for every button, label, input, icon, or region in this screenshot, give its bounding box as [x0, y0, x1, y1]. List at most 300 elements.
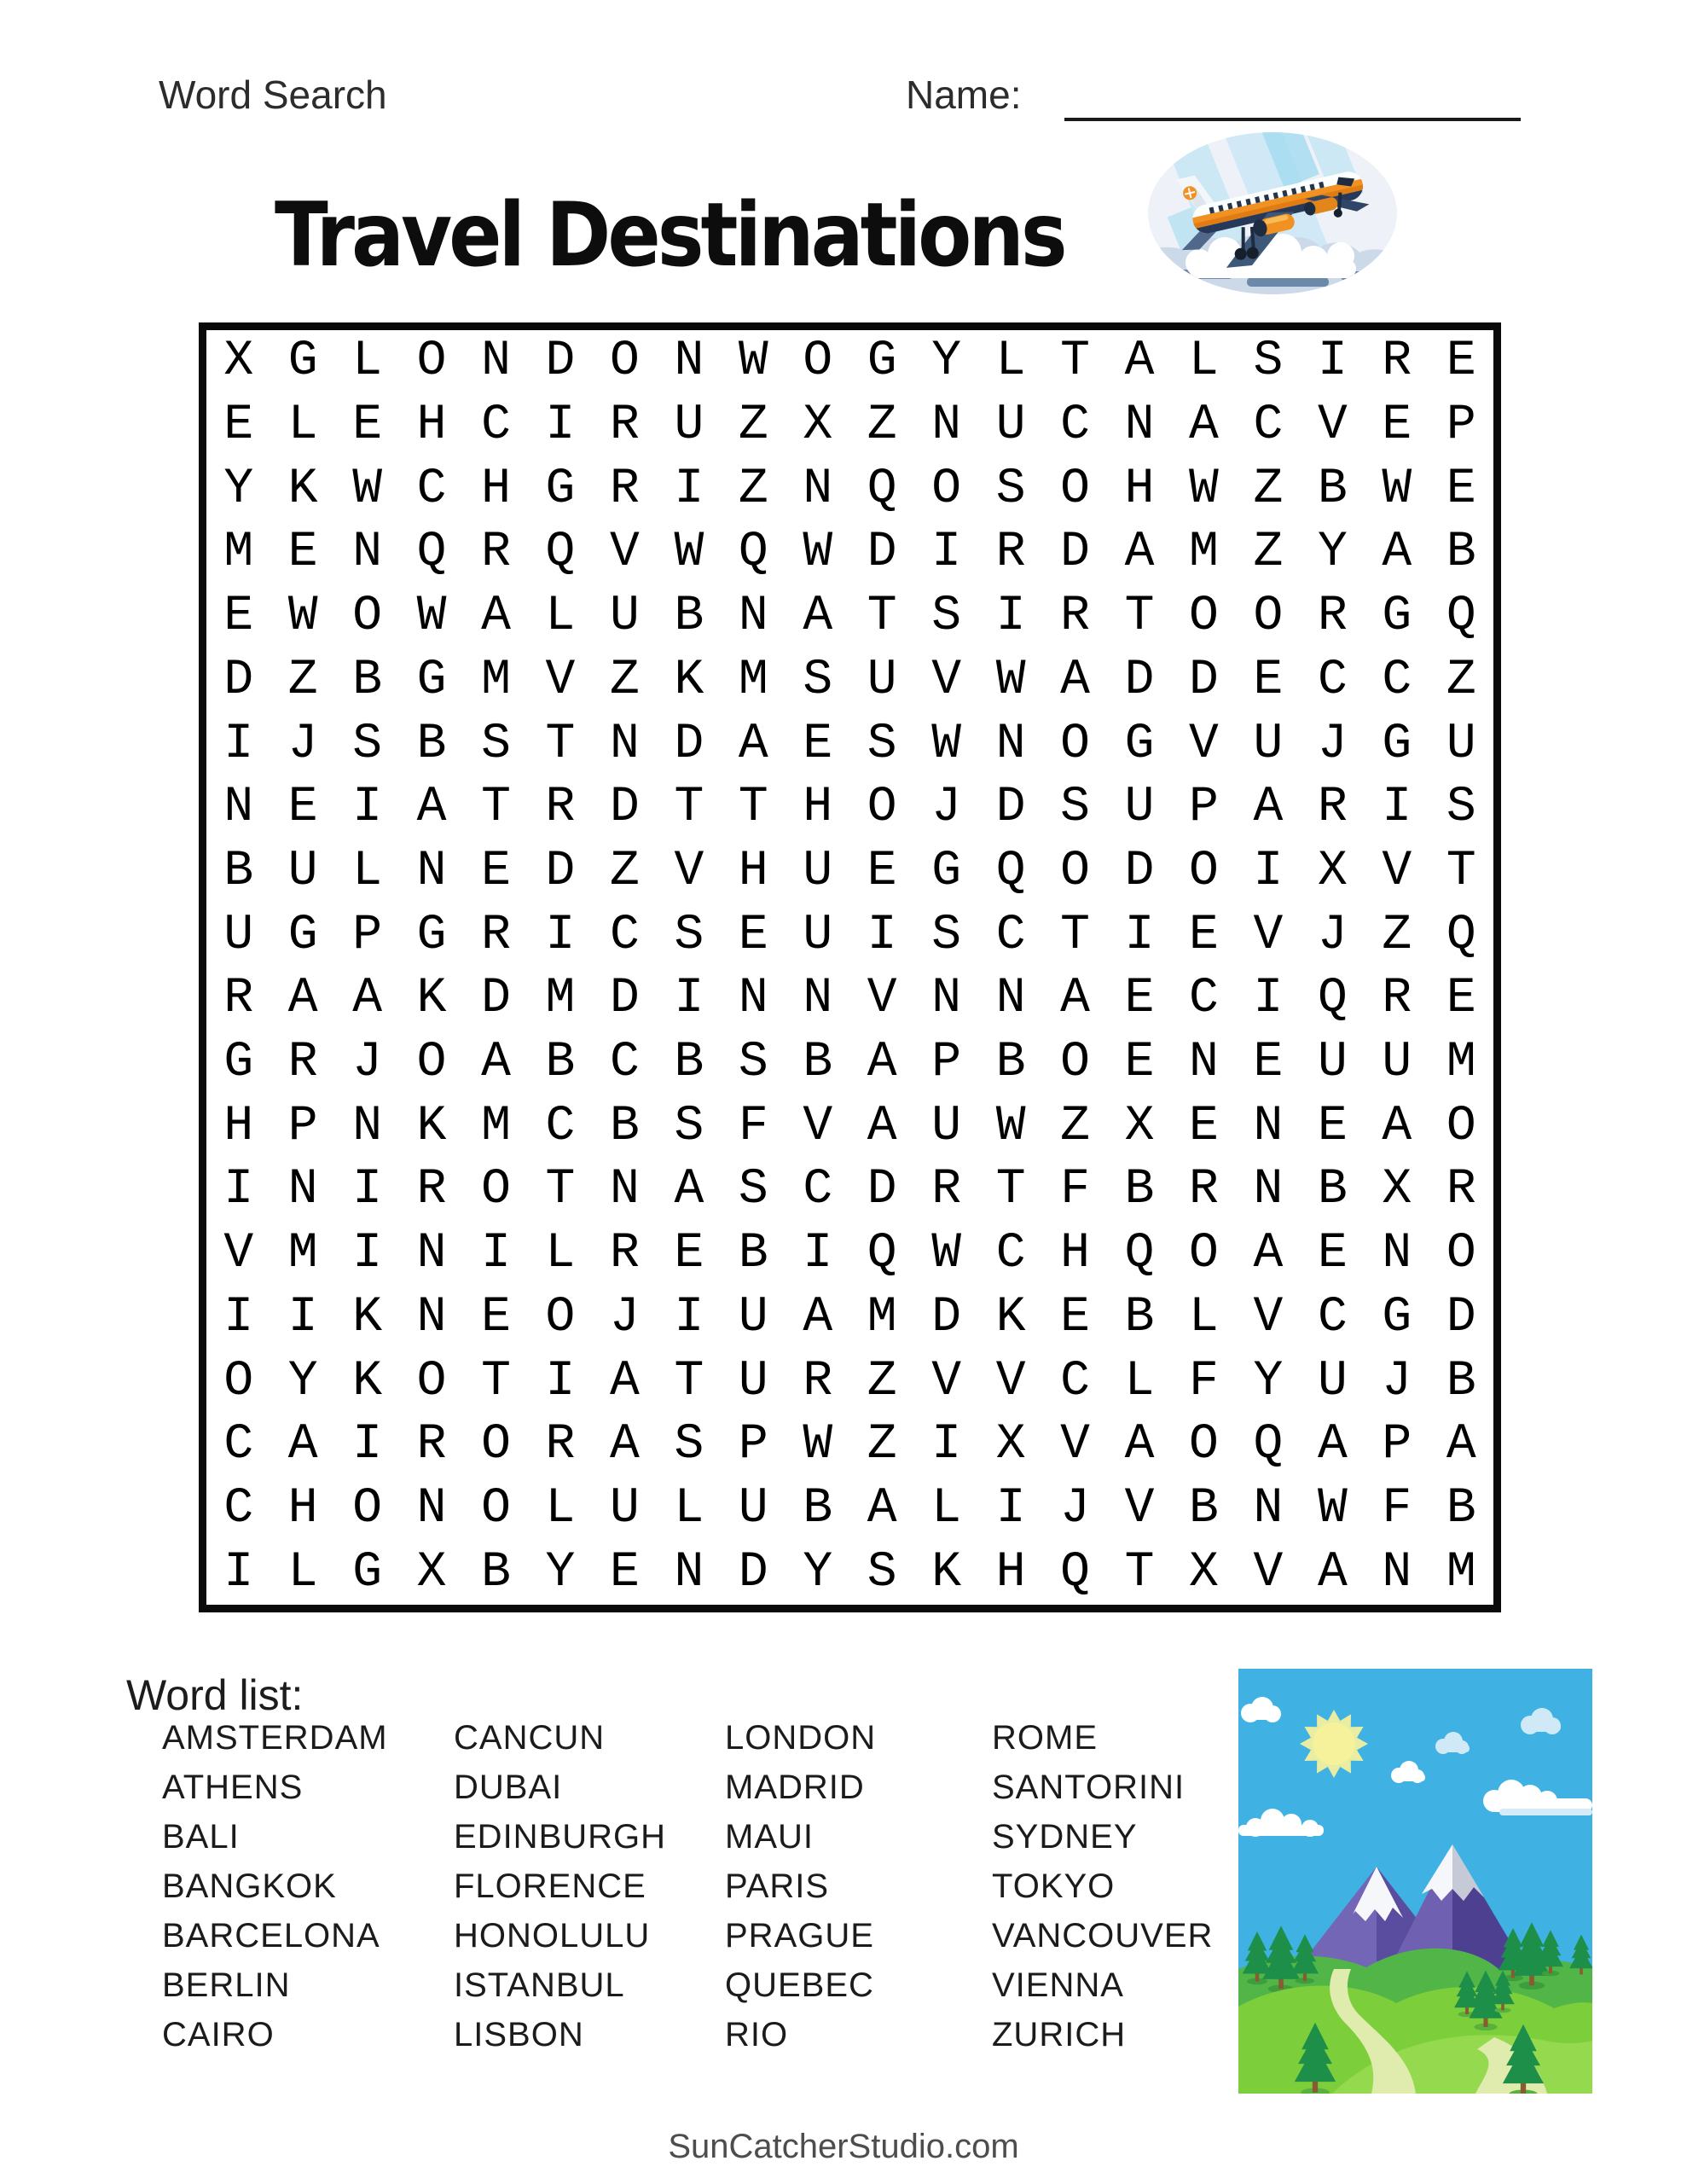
grid-cell: C [1253, 398, 1284, 454]
grid-cell: U [674, 398, 704, 454]
grid-cell: L [545, 589, 576, 645]
grid-cell: V [1253, 1544, 1284, 1600]
grid-cell: N [738, 589, 768, 645]
grid-cell: G [1382, 589, 1412, 645]
word-item: HONOLULU [454, 1917, 651, 1955]
grid-cell: R [223, 971, 254, 1027]
grid-cell: U [803, 843, 833, 899]
grid-cell: R [416, 1162, 447, 1218]
grid-cell: X [1382, 1162, 1412, 1218]
grid-cell: D [867, 525, 897, 581]
grid-cell: O [545, 1289, 576, 1345]
grid-cell: A [1253, 1226, 1284, 1282]
grid-cell: R [610, 1226, 640, 1282]
grid-cell: W [738, 334, 768, 390]
grid-cell: B [1446, 525, 1476, 581]
grid-cell: D [481, 971, 511, 1027]
word-item: EDINBURGH [454, 1818, 667, 1856]
grid-cell: V [867, 971, 897, 1027]
grid-cell: N [738, 971, 768, 1027]
grid-cell: A [1382, 525, 1412, 581]
grid-cell: W [352, 461, 383, 517]
grid-cell: A [610, 1417, 640, 1473]
grid-cell: R [1382, 334, 1412, 390]
grid-cell: O [481, 1417, 511, 1473]
grid-cell: S [738, 1035, 768, 1091]
word-item: SANTORINI [992, 1769, 1186, 1806]
grid-cell: A [287, 971, 318, 1027]
grid-cell: X [1317, 843, 1348, 899]
word-list-columns [162, 1713, 1213, 2059]
grid-cell: O [481, 1162, 511, 1218]
grid-cell: N [995, 716, 1026, 772]
grid-cell: N [352, 1098, 383, 1154]
grid-cell: O [416, 1035, 447, 1091]
grid-cell: Q [1253, 1417, 1284, 1473]
grid-cell: L [995, 334, 1026, 390]
grid-cell: H [481, 461, 511, 517]
grid-cell: E [674, 1226, 704, 1282]
grid-cell: V [1253, 907, 1284, 963]
grid-cell: O [1253, 589, 1284, 645]
grid-cell: O [1060, 843, 1090, 899]
grid-cell: L [287, 1544, 318, 1600]
grid-cell: O [1189, 1417, 1219, 1473]
grid-cell: B [352, 652, 383, 708]
grid-cell: C [1060, 1353, 1090, 1409]
grid-cell: C [481, 398, 511, 454]
grid-cell: U [287, 843, 318, 899]
grid-cell: I [223, 716, 254, 772]
grid-cell: B [1317, 1162, 1348, 1218]
grid-cell: L [1189, 1289, 1219, 1345]
grid-cell: J [287, 716, 318, 772]
name-label: Name: [906, 73, 1022, 117]
grid-cell: D [931, 1289, 962, 1345]
grid-cell: S [481, 716, 511, 772]
grid-cell: E [867, 843, 897, 899]
grid-cell: R [545, 1417, 576, 1473]
word-item: FLORENCE [454, 1867, 646, 1905]
grid-cell: W [1382, 461, 1412, 517]
grid-cell: S [352, 716, 383, 772]
grid-cell: D [867, 1162, 897, 1218]
word-item: ZURICH [992, 2016, 1127, 2053]
grid-cell: U [738, 1289, 768, 1345]
grid-cell: I [352, 1226, 383, 1282]
airplane-icon [1139, 126, 1406, 304]
grid-cell: X [995, 1417, 1026, 1473]
grid-cell: U [1253, 716, 1284, 772]
grid-cell: C [1060, 398, 1090, 454]
grid-cell: L [352, 334, 383, 390]
airplane-illustration [1139, 126, 1406, 304]
grid-cell: N [610, 716, 640, 772]
grid-cell: D [1124, 843, 1155, 899]
grid-cell: I [223, 1289, 254, 1345]
grid-cell: I [545, 1353, 576, 1409]
word-item: BARCELONA [162, 1917, 380, 1955]
grid-cell: R [931, 1162, 962, 1218]
grid-cell: E [287, 525, 318, 581]
grid-cell: O [1446, 1098, 1476, 1154]
word-item: LONDON [725, 1719, 877, 1757]
grid-cell: T [995, 1162, 1026, 1218]
grid-cell: I [803, 1226, 833, 1282]
grid-cell: A [481, 589, 511, 645]
grid-cell: Q [1446, 907, 1476, 963]
grid-cell: P [1189, 780, 1219, 836]
grid-cell: U [803, 907, 833, 963]
grid-cell: Q [1446, 589, 1476, 645]
grid-cell: S [803, 652, 833, 708]
grid-cell: B [738, 1226, 768, 1282]
grid-cell: B [610, 1098, 640, 1154]
grid-cell: N [674, 1544, 704, 1600]
word-item: VIENNA [992, 1966, 1124, 2004]
grid-cell: O [352, 1480, 383, 1536]
grid-cell: W [803, 1417, 833, 1473]
grid-cell: M [287, 1226, 318, 1282]
grid-cell: R [287, 1035, 318, 1091]
grid-cell: N [352, 525, 383, 581]
grid-cell: I [545, 398, 576, 454]
grid-cell: C [223, 1480, 254, 1536]
grid-cell: C [223, 1417, 254, 1473]
grid-cell: V [1253, 1289, 1284, 1345]
grid-cell: R [1060, 589, 1090, 645]
grid-cell: Q [1317, 971, 1348, 1027]
grid-cell: A [674, 1162, 704, 1218]
grid-cell: V [995, 1353, 1026, 1409]
grid-cell: U [995, 398, 1026, 454]
grid-cell: S [931, 589, 962, 645]
word-list-column [992, 1713, 1213, 2059]
grid-cell: W [931, 1226, 962, 1282]
word-item: SYDNEY [992, 1818, 1138, 1856]
grid-cell: T [674, 780, 704, 836]
grid-cell: R [610, 398, 640, 454]
grid-cell: E [1253, 652, 1284, 708]
grid-cell: Z [287, 652, 318, 708]
grid-cell: N [416, 1289, 447, 1345]
word-item: PARIS [725, 1867, 830, 1905]
grid-cell: G [1382, 716, 1412, 772]
grid-cell: T [1060, 334, 1090, 390]
grid-cell: R [481, 907, 511, 963]
grid-cell: D [545, 843, 576, 899]
grid-cell: J [1060, 1480, 1090, 1536]
grid-cell: P [931, 1035, 962, 1091]
grid-cell: Y [287, 1353, 318, 1409]
grid-cell: R [610, 461, 640, 517]
grid-cell: I [995, 589, 1026, 645]
grid-cell: X [803, 398, 833, 454]
letter-grid [199, 322, 1501, 1612]
grid-cell: S [674, 1417, 704, 1473]
word-item: MADRID [725, 1769, 865, 1806]
grid-cell: W [931, 716, 962, 772]
grid-cell: G [287, 334, 318, 390]
grid-cell: D [674, 716, 704, 772]
grid-cell: O [416, 1353, 447, 1409]
grid-cell: G [545, 461, 576, 517]
grid-cell: A [1446, 1417, 1476, 1473]
grid-cell: I [867, 907, 897, 963]
grid-cell: C [803, 1162, 833, 1218]
grid-cell: K [287, 461, 318, 517]
grid-cell: Q [867, 461, 897, 517]
grid-cell: H [1060, 1226, 1090, 1282]
grid-cell: O [610, 334, 640, 390]
grid-cell: M [1189, 525, 1219, 581]
grid-cell: E [1060, 1289, 1090, 1345]
grid-cell: Z [867, 1417, 897, 1473]
grid-cell: A [352, 971, 383, 1027]
grid-cell: E [1317, 1226, 1348, 1282]
grid-cell: D [1124, 652, 1155, 708]
grid-cell: Z [1382, 907, 1412, 963]
grid-cell: D [545, 334, 576, 390]
grid-cell: O [481, 1480, 511, 1536]
grid-cell: O [1446, 1226, 1476, 1282]
grid-cell: J [931, 780, 962, 836]
grid-cell: A [1382, 1098, 1412, 1154]
grid-cell: C [995, 907, 1026, 963]
grid-cell: R [1446, 1162, 1476, 1218]
grid-cell: I [352, 1162, 383, 1218]
grid-cell: E [1382, 398, 1412, 454]
name-blank-line [1064, 118, 1521, 121]
grid-cell: H [1124, 461, 1155, 517]
puzzle-title: Travel Destinations [275, 184, 1064, 287]
grid-cell: W [674, 525, 704, 581]
grid-cell: G [931, 843, 962, 899]
grid-cell: M [481, 652, 511, 708]
grid-cell: B [481, 1544, 511, 1600]
grid-cell: A [1124, 1417, 1155, 1473]
grid-cell: R [1317, 589, 1348, 645]
grid-cell: B [1317, 461, 1348, 517]
grid-cell: Q [545, 525, 576, 581]
grid-cell: N [416, 1226, 447, 1282]
grid-cell: U [610, 589, 640, 645]
grid-cell: I [1253, 843, 1284, 899]
grid-cell: J [352, 1035, 383, 1091]
grid-cell: V [674, 843, 704, 899]
grid-cell: E [1446, 461, 1476, 517]
grid-cell: R [803, 1353, 833, 1409]
grid-cell: M [1446, 1035, 1476, 1091]
grid-cell: N [1253, 1480, 1284, 1536]
grid-cell: A [481, 1035, 511, 1091]
grid-cell: E [481, 1289, 511, 1345]
grid-cell: G [867, 334, 897, 390]
grid-cell: D [1446, 1289, 1476, 1345]
grid-cell: E [1124, 1035, 1155, 1091]
grid-cell: S [1253, 334, 1284, 390]
grid-cell: K [352, 1289, 383, 1345]
grid-cell: N [481, 334, 511, 390]
grid-cell: L [1189, 334, 1219, 390]
grid-cell: M [867, 1289, 897, 1345]
grid-cell: W [1189, 461, 1219, 517]
grid-cell: D [1189, 652, 1219, 708]
grid-cell: A [1124, 525, 1155, 581]
grid-cell: I [931, 525, 962, 581]
grid-cell: T [867, 589, 897, 645]
grid-cell: A [1253, 780, 1284, 836]
grid-cell: G [352, 1544, 383, 1600]
grid-cell: A [610, 1353, 640, 1409]
grid-cell: V [1382, 843, 1412, 899]
grid-cell: A [1317, 1417, 1348, 1473]
grid-cell: Z [738, 398, 768, 454]
grid-cell: I [223, 1162, 254, 1218]
grid-cell: B [1189, 1480, 1219, 1536]
grid-cell: H [416, 398, 447, 454]
grid-cell: A [1124, 334, 1155, 390]
grid-cell: A [803, 1289, 833, 1345]
grid-cell: I [1317, 334, 1348, 390]
mountain-landscape-icon [1238, 1669, 1592, 2094]
grid-cell: O [1060, 461, 1090, 517]
grid-cell: R [545, 780, 576, 836]
grid-cell: B [1124, 1162, 1155, 1218]
grid-cell: P [352, 907, 383, 963]
grid-cell: B [223, 843, 254, 899]
word-list-column [725, 1713, 992, 2059]
grid-cell: V [545, 652, 576, 708]
grid-cell: N [287, 1162, 318, 1218]
grid-cell: C [610, 1035, 640, 1091]
grid-cell: I [674, 971, 704, 1027]
grid-cell: V [1060, 1417, 1090, 1473]
grid-cell: T [1124, 1544, 1155, 1600]
grid-cell: I [674, 1289, 704, 1345]
word-item: DUBAI [454, 1769, 563, 1806]
word-item: AMSTERDAM [162, 1719, 388, 1757]
grid-cell: H [223, 1098, 254, 1154]
grid-cell: G [1382, 1289, 1412, 1345]
grid-cell: D [610, 780, 640, 836]
grid-cell: M [1446, 1544, 1476, 1600]
grid-cell: N [1253, 1162, 1284, 1218]
grid-cell: Y [1317, 525, 1348, 581]
grid-cell: O [803, 334, 833, 390]
grid-cell: A [738, 716, 768, 772]
grid-cell: V [931, 652, 962, 708]
grid-cell: S [931, 907, 962, 963]
grid-cell: A [416, 780, 447, 836]
grid-cell: U [1124, 780, 1155, 836]
grid-cell: E [610, 1544, 640, 1600]
grid-cell: H [803, 780, 833, 836]
grid-cell: W [995, 652, 1026, 708]
grid-cell: O [1189, 843, 1219, 899]
grid-cell: Z [610, 843, 640, 899]
grid-cell: H [738, 843, 768, 899]
grid-cell: C [610, 907, 640, 963]
grid-cell: A [867, 1480, 897, 1536]
grid-cell: E [352, 398, 383, 454]
grid-cell: W [1317, 1480, 1348, 1536]
word-item: ATHENS [162, 1769, 304, 1806]
grid-cell: R [416, 1417, 447, 1473]
grid-cell: B [545, 1035, 576, 1091]
grid-cell: O [1189, 1226, 1219, 1282]
grid-cell: M [738, 652, 768, 708]
grid-cell: X [416, 1544, 447, 1600]
grid-cell: A [867, 1035, 897, 1091]
grid-cell: X [1189, 1544, 1219, 1600]
grid-cell: B [803, 1035, 833, 1091]
word-item: BANGKOK [162, 1867, 337, 1905]
grid-cell: Z [1253, 461, 1284, 517]
grid-cell: Y [803, 1544, 833, 1600]
grid-cell: E [1189, 1098, 1219, 1154]
grid-cell: G [287, 907, 318, 963]
grid-cell: B [995, 1035, 1026, 1091]
grid-cell: Y [545, 1544, 576, 1600]
grid-cell: E [1446, 334, 1476, 390]
grid-cell: Q [1060, 1544, 1090, 1600]
grid-cell: E [803, 716, 833, 772]
grid-cell: E [1317, 1098, 1348, 1154]
grid-cell: L [545, 1226, 576, 1282]
grid-cell: Z [867, 1353, 897, 1409]
grid-cell: L [931, 1480, 962, 1536]
grid-cell: E [287, 780, 318, 836]
grid-cell: T [481, 780, 511, 836]
grid-cell: X [223, 334, 254, 390]
grid-cell: T [481, 1353, 511, 1409]
grid-cell: O [416, 334, 447, 390]
worksheet-type-label: Word Search [159, 73, 387, 117]
word-item: ISTANBUL [454, 1966, 625, 2004]
grid-cell: N [931, 398, 962, 454]
grid-cell: K [931, 1544, 962, 1600]
grid-cell: B [1446, 1353, 1476, 1409]
word-item: CAIRO [162, 2016, 275, 2053]
grid-cell: Z [867, 398, 897, 454]
grid-cell: C [545, 1098, 576, 1154]
grid-cell: N [1382, 1544, 1412, 1600]
grid-cell: V [803, 1098, 833, 1154]
grid-cell: C [1317, 652, 1348, 708]
word-list-column [162, 1713, 454, 2059]
grid-cell: O [1189, 589, 1219, 645]
grid-cell: N [803, 461, 833, 517]
grid-cell: N [1253, 1098, 1284, 1154]
grid-cell: Y [1253, 1353, 1284, 1409]
grid-cell: I [481, 1226, 511, 1282]
grid-cell: M [545, 971, 576, 1027]
grid-cell: S [867, 1544, 897, 1600]
grid-cell: U [1446, 716, 1476, 772]
grid-cell: Q [1124, 1226, 1155, 1282]
grid-cell: Q [867, 1226, 897, 1282]
grid-cell: O [867, 780, 897, 836]
grid-cell: V [610, 525, 640, 581]
grid-cell: M [481, 1098, 511, 1154]
grid-cell: W [995, 1098, 1026, 1154]
grid-cell: I [287, 1289, 318, 1345]
grid-cell: U [223, 907, 254, 963]
grid-cell: P [287, 1098, 318, 1154]
word-item: BALI [162, 1818, 240, 1856]
grid-cell: B [803, 1480, 833, 1536]
